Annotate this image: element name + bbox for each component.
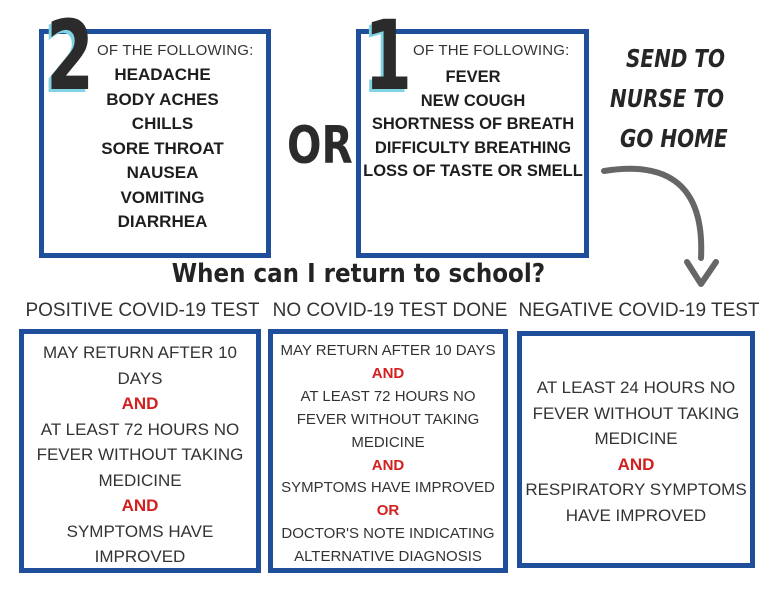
- return-question-heading: When can I return to school?: [171, 259, 546, 289]
- symptom-item: DIFFICULTY BREATHING: [374, 138, 572, 157]
- negative-test-instructions: [522, 375, 750, 529]
- action-line-3: GO HOME: [620, 124, 728, 153]
- instruction-line: AT LEAST 24 HOURS NO: [536, 378, 736, 397]
- instruction-line: ALTERNATIVE DIAGNOSIS: [294, 548, 482, 566]
- instruction-connector: AND: [121, 394, 159, 413]
- instruction-connector: AND: [371, 364, 405, 382]
- instruction-line: AT LEAST 72 HOURS NO: [300, 387, 476, 405]
- one-of-following-label: OF THE FOLLOWING:: [413, 42, 570, 59]
- column-heading-negative: NEGATIVE COVID-19 TEST: [518, 300, 760, 321]
- instruction-line: MAY RETURN AFTER 10 DAYS: [280, 342, 496, 359]
- symptom-item: DIARRHEA: [117, 212, 208, 231]
- instruction-connector: AND: [121, 496, 159, 515]
- instruction-line: FEVER WITHOUT TAKING: [36, 445, 244, 464]
- instruction-connector: AND: [617, 454, 655, 474]
- column-heading-no-test: NO COVID-19 TEST DONE: [272, 300, 508, 321]
- instruction-connector: OR: [376, 502, 400, 520]
- symptom-item: LOSS OF TASTE OR SMELL: [363, 162, 583, 180]
- number-one: 1: [364, 0, 413, 112]
- instruction-connector: AND: [371, 456, 405, 474]
- symptom-item: SHORTNESS OF BREATH: [371, 115, 575, 133]
- number-two: 2: [46, 0, 95, 112]
- action-line-1: SEND TO: [626, 44, 726, 73]
- instruction-line: AT LEAST 72 HOURS NO: [40, 419, 240, 439]
- instruction-line: DAYS: [117, 368, 163, 388]
- symptom-item: VOMITING: [120, 187, 205, 207]
- action-line-2: NURSE TO: [610, 84, 725, 113]
- two-of-following-label: OF THE FOLLOWING:: [97, 42, 254, 59]
- column-heading-positive: POSITIVE COVID-19 TEST: [25, 300, 260, 321]
- symptom-item: NAUSEA: [126, 163, 199, 182]
- no-test-instructions: [273, 340, 503, 569]
- instruction-line: MEDICINE: [351, 433, 425, 451]
- positive-test-instructions: [24, 340, 256, 570]
- instruction-line: SYMPTOMS HAVE IMPROVED: [281, 479, 495, 497]
- symptom-item: BODY ACHES: [106, 89, 219, 109]
- symptom-item: SORE THROAT: [101, 138, 224, 158]
- symptom-item: FEVER: [445, 68, 501, 86]
- instruction-line: HAVE IMPROVED: [565, 505, 707, 525]
- instruction-line: MEDICINE: [594, 429, 678, 449]
- instruction-line: IMPROVED: [94, 547, 186, 566]
- symptom-item: HEADACHE: [114, 65, 211, 84]
- symptom-item: NEW COUGH: [420, 91, 526, 110]
- symptom-item: CHILLS: [131, 114, 194, 133]
- instruction-line: DOCTOR'S NOTE INDICATING: [281, 525, 495, 543]
- instruction-line: FEVER WITHOUT TAKING: [532, 403, 740, 423]
- instruction-line: RESPIRATORY SYMPTOMS: [525, 480, 747, 500]
- instruction-line: MEDICINE: [98, 470, 182, 490]
- instruction-line: MAY RETURN AFTER 10: [43, 343, 237, 362]
- instruction-line: FEVER WITHOUT TAKING: [296, 410, 480, 428]
- or-divider: OR: [287, 116, 353, 176]
- instruction-line: SYMPTOMS HAVE: [66, 521, 214, 541]
